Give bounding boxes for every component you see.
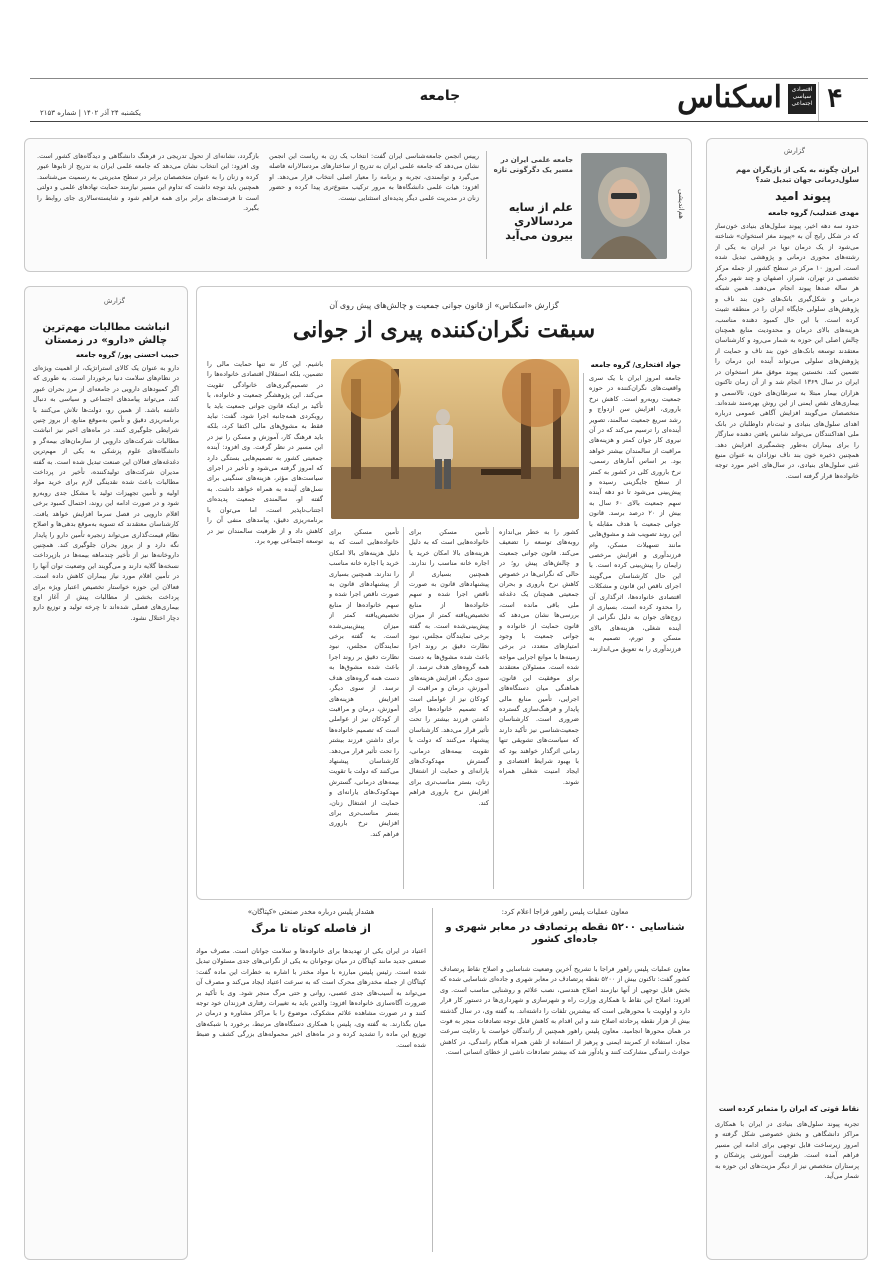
- main-story-col-b: کشور را به خطر بی‌اندازه روبه‌های توسعه را تضعیف می‌کند. قانون جوانی جمعیت و چالش‌های پیش رو؛ در حالی که نگرانی‌ها در خصوص کاهش نرخ باروری و بحران جمعیتی همچنان یک دغدغه ملی باقی مانده است، بررسی‌ها نشان می‌دهد که قانون حمایت از خانواده و جوانی جمعیت با وجود امتیازهای متعدد، در برخی زمینه‌ها با موانع اجرایی مواجه شده است. مسئولان معتقدند برای موفقیت این قانون، هماهنگی میان دستگاه‌های اجرایی، تأمین منابع مالی پایدار و فرهنگ‌سازی گسترده ضروری است. کارشناسان جمعیت‌شناسی نیز تأکید دارند که سیاست‌های تشویقی تنها زمانی اثرگذار خواهند بود که با بهبود شرایط اقتصادی و ایجاد امنیت شغلی همراه شوند.: [499, 528, 579, 786]
- header-bottom-rule: [30, 121, 868, 122]
- bottom-divider: [432, 908, 433, 1252]
- main-story-label: گزارش «اسکناس» از قانون جوانی جمعیت و چالش‌های پیش روی آن: [329, 301, 559, 310]
- section-title: جامعه: [419, 88, 461, 104]
- portrait-photo: [581, 153, 667, 259]
- logo-badge: اقتصادی سیاسی اجتماعی: [788, 84, 816, 114]
- article-kicker: ایران چگونه به یکی از بازیگران مهم سلول‌درمانی جهان تبدیل شد؟: [736, 166, 859, 184]
- left-article-byline: حبیب احسنی پور/ گروه جامعه: [75, 351, 179, 359]
- dateline: یکشنبه ۲۴ آذر ۱۴۰۲ | شماره ۲۱۵۳: [40, 109, 141, 117]
- small-story-kicker: هشدار پلیس درباره مخدر صنعتی «کپتاگان»: [247, 908, 375, 916]
- logo-text: اسکناس: [677, 80, 782, 115]
- col-divider-1: [583, 373, 584, 889]
- main-story-box: [196, 286, 692, 900]
- small-story-title: از فاصله کوتاه تا مرگ: [251, 922, 371, 935]
- main-story-col-c: تأمین مسکن برای خانواده‌هایی است که به دلیل هزینه‌های بالا امکان خرید یا اجاره خانه مناسب را ندارند. همچنین بسیاری از پیشنهادهای قانون به صورت ناقص اجرا شده و سهم خانواده‌ها از منابع تخصیص‌یافته کمتر از میزان پیش‌بینی‌شده است. به گفته برخی نمایندگان مجلس، نبود نظارت دقیق بر روند اجرا باعث شده مشوق‌ها به دست همه گروه‌های هدف نرسد. از سوی دیگر، افزایش هزینه‌های آموزش، درمان و مراقبت از کودکان نیز از عواملی است که تصمیم خانواده‌ها برای داشتن فرزند بیشتر را تحت تأثیر قرار می‌دهد. کارشناسان پیشنهاد می‌کنند که دولت با تقویت بیمه‌های درمانی، گسترش مهدکودک‌های یارانه‌ای و حمایت از اشتغال زنان، بستر مناسب‌تری برای افزایش نرخ باروری فراهم کند.: [409, 528, 489, 807]
- interview-kicker: جامعه علمی ایران در مسیر یک دگرگونی تازه: [493, 156, 573, 174]
- main-story-col-d: باشیم. این کار نه تنها حمایت مالی را تضمین، بلکه استقلال اقتصادی خانواده‌ها را در تصمیم‌گیری‌های خانوادگی تقویت می‌کند. این پژوهشگر جمعیت و خانواده، با تأکید بر اینکه قانون جوانی جمعیت باید با رویکردی همه‌جانبه اجرا شود، گفت: نباید فقط به مشوق‌های مالی اکتفا کرد، بلکه باید فرهنگ کار، آموزش و مسکن را نیز در این مسیر در نظر گرفت. وی افزود: آینده جمعیتی کشور به تصمیم‌هایی بستگی دارد که امروز گرفته می‌شود و تأخیر در اجرای سیاست‌های مؤثر، هزینه‌های سنگینی برای نسل‌های آینده به همراه خواهد داشت. به گفته او، سالمندی جمعیت پدیده‌ای اجتناب‌ناپذیر است، اما می‌توان با برنامه‌ریزی دقیق، پیامدهای منفی آن را کاهش داد و از ظرفیت سالمندان نیز در توسعه اجتماعی بهره برد.: [207, 360, 323, 545]
- main-story-col-d-continued: تأمین مسکن برای خانواده‌هایی است که به دلیل هزینه‌های بالا امکان خرید یا اجاره خانه مناسب را ندارند. همچنین بسیاری از پیشنهادهای قانون به صورت ناقص اجرا شده و سهم خانواده‌ها از منابع تخصیص‌یافته کمتر از میزان پیش‌بینی‌شده است. به گفته برخی نمایندگان مجلس، نبود نظارت دقیق بر روند اجرا باعث شده مشوق‌ها به دست همه گروه‌های هدف نرسد. از سوی دیگر، افزایش هزینه‌های آموزش، درمان و مراقبت از کودکان نیز از عواملی است که تصمیم خانواده‌ها برای داشتن فرزند بیشتر را تحت تأثیر قرار می‌دهد. کارشناسان پیشنهاد می‌کنند که دولت با تقویت بیمه‌های درمانی، گسترش مهدکودک‌های یارانه‌ای و حمایت از اشتغال زنان، بستر مناسب‌تری برای افزایش نرخ باروری فراهم کند.: [329, 528, 399, 838]
- small-story-body: اعتیاد در ایران یکی از تهدیدها برای خانواده‌ها و سلامت جوانان است. مصرف مواد صنعتی جدید مانند کپتاگان در میان نوجوانان به یکی از نگرانی‌های جدی مسئولان تبدیل شده است. رئیس پلیس مبارزه با مواد مخدر با اشاره به خطرات این ماده گفت: کپتاگان از جمله مخدرهای محرک است که به سرعت اعتیاد ایجاد می‌کند و مصرف آن می‌تواند به آسیب‌های جدی عصبی، روانی و حتی مرگ منجر شود. وی با تأکید بر ضرورت آگاه‌سازی خانواده‌ها افزود: والدین باید به تغییرات رفتاری فرزندان خود توجه کنند و در صورت مشاهده علائم مشکوک، موضوع را با مراکز مشاوره و درمان در میان بگذارند. به گفته وی، پلیس با همکاری دستگاه‌های مرتبط، برخورد با شبکه‌های توزیع این ماده را تشدید کرده و در ماه‌های اخیر محموله‌های بزرگی کشف و ضبط شده است.: [196, 947, 426, 1049]
- left-article-body: دارو به عنوان یک کالای استراتژیک، از اهمیت ویژه‌ای در نظام‌های سلامت دنیا برخوردار است. به طوری که اگر کمبودهای دارویی در جامعه‌ای از مرز بحران عبور کند، می‌تواند پیامدهای اجتماعی و سیاسی به دنبال داشته باشد. از همین رو، دولت‌ها تلاش می‌کنند با برنامه‌ریزی دقیق و تأمین به‌موقع منابع، از بروز چنین شرایطی جلوگیری کنند. در ماه‌های اخیر نیز انباشت مطالبات شرکت‌های دارویی از سازمان‌های بیمه‌گر و دانشگاه‌های علوم پزشکی به یکی از مهم‌ترین دغدغه‌های فعالان این صنعت تبدیل شده است. به گفته مدیران شرکت‌های تولیدکننده، تأخیر در پرداخت مطالبات باعث شده نقدینگی لازم برای خرید مواد اولیه و تأمین تجهیزات تولید با مشکل جدی روبه‌رو شود و در صورت ادامه این روند، احتمال کمبود برخی اقلام دارویی در فصل سرما افزایش خواهد یافت. کارشناسان معتقدند که تسویه به‌موقع بدهی‌ها و اصلاح نظام قیمت‌گذاری می‌تواند زنجیره تأمین دارو را پایدار نگه دارد و از بروز بحران جلوگیری کند. همچنین داروخانه‌ها نیز از تأخیر چندماهه بیمه‌ها در بازپرداخت نسخه‌ها گلایه دارند و می‌گویند این وضعیت توان آنها را در تأمین اقلام مورد نیاز بیماران کاهش داده است. فعالان این حوزه خواستار تخصیص اعتبار ویژه برای پرداخت بخشی از مطالبات پیش از آغاز اوج بیماری‌های فصلی شده‌اند تا چرخه تولید و توزیع دارو دچار اختلال نشود.: [33, 364, 179, 622]
- col-divider-3: [403, 527, 404, 889]
- elderly-man-photo: [331, 359, 579, 519]
- interview-body-1: رییس انجمن جامعه‌شناسی ایران گفت: انتخاب یک زن به ریاست این انجمن نشان می‌دهد که جامعه علمی ایران به تدریج از ساختارهای مردسالارانه فاصله می‌گیرد و توانمندی، تجربه و برنامه را معیار اصلی انتخاب قرار می‌دهد. او افزود: هیات علمی دانشگاه‌ها به مرور ترکیب متنوع‌تری پیدا کرده و حضور زنان در مدیریت علمی دیگر پدیده‌ای استثنایی نیست.: [269, 152, 479, 202]
- report-label: گزارش: [783, 147, 805, 155]
- left-report-label: گزارش: [103, 297, 125, 305]
- interview-side-label: هم‌اندیشی: [677, 189, 685, 219]
- interview-body-2: بازگردد، نشانه‌ای از تحول تدریجی در فرهنگ دانشگاهی و دیدگاه‌های کشور است. وی افزود: این انتخاب نشان می‌دهد که جامعه علمی ایران به تدریج از تابوها عبور کرده و زنان را به عنوان متخصصان برابر در سطح مدیریتی به رسمیت می‌شناسد. همچنین باید توجه داشت که تداوم این مسیر نیازمند حمایت نهادهای علمی و دولتی است تا فرصت‌های برابر برای همه فراهم شود و شایسته‌سالاری جای روابط را بگیرد.: [37, 152, 259, 213]
- article-body: حدود سه دهه اخیر، پیوند سلول‌های بنیادی خون‌ساز که در شکل رایج آن به «پیوند مغز استخوان» شناخته می‌شود از یک درمان نوپا در ایران به یکی از رشته‌های محوری درمانی و پژوهشی تبدیل شده است. امروز ۱۰ مرکز در سطح کشور از جمله مرکز تخصصی در تهران، شیراز، اصفهان و چند شهر دیگر هر ساله صدها پیوند انجام می‌دهند. همین شبکه درمانی و شکل‌گیری بانک‌های خون بند ناف و پژوهش‌های سلولی جایگاه ایران را در منطقه تثبیت کرده است. با این حال کمبود دهنده مناسب، هزینه‌های بالای درمان و محدودیت منابع همچنان چالش اصلی این حوزه به شمار می‌رود و کارشناسان معتقدند توسعه بانک‌های خون بند ناف و حمایت از پژوهش‌های سلولی می‌تواند آینده این درمان را تضمین کند. نخستین پیوند موفق مغز استخوان در ایران در سال ۱۳۶۹ انجام شد و از آن زمان تاکنون هزاران بیمار مبتلا به سرطان‌های خون، تالاسمی و بیماری‌های نقص ایمنی از این روش بهره‌مند شده‌اند. متخصصان می‌گویند افزایش آگاهی عمومی درباره اهدای سلول‌های بنیادی و ثبت‌نام داوطلبان در بانک ملی اهداکنندگان می‌تواند شانس یافتن دهنده سازگار را برای بیماران به‌طور چشمگیری افزایش دهد. همچنین ذخیره خون بند ناف نوزادان به عنوان منبع غنی سلول‌های بنیادی، در سال‌های اخیر مورد توجه خانواده‌ها قرار گرفته است.: [715, 222, 859, 480]
- bottom-story-body: معاون عملیات پلیس راهور فراجا با تشریح آخرین وضعیت شناسایی و اصلاح نقاط پرتصادف کشور گفت: تاکنون بیش از ۵۲۰۰ نقطه پرتصادف در معابر شهری و جاده‌ای شناسایی شده که بخش قابل توجهی از آنها نیازمند اصلاح هندسی، نصب علائم و روشنایی مناسب است. وی افزود: اصلاح این نقاط با همکاری وزارت راه و شهرسازی و شهرداری‌ها در دستور کار قرار دارد و اولویت با محورهایی است که بیشترین تلفات را داشته‌اند. به گفته وی، در سال گذشته بیش از هزار نقطه پرحادثه اصلاح شد و این اقدام به کاهش قابل توجه تصادفات منجر به فوت در همان محورها انجامید. معاون پلیس راهور همچنین از رانندگان خواست با رعایت سرعت مجاز، استفاده از کمربند ایمنی و پرهیز از استفاده از تلفن همراه هنگام رانندگی، در کاهش حوادث رانندگی مشارکت کنند و یادآور شد که بیشتر تصادفات ناشی از خطای انسانی است.: [440, 965, 690, 1057]
- bottom-story-kicker: معاون عملیات پلیس راهور فراجا اعلام کرد:: [501, 908, 629, 916]
- left-article-title: انباشت مطالبات مهم‌ترین چالش «دارو» در زمستان: [42, 322, 170, 346]
- main-story-title: سبقت نگران‌کننده پیری از جوانی: [292, 317, 596, 343]
- article-subhead: نقاط قوتی که ایران را متمایز کرده است: [718, 1105, 859, 1113]
- article-byline: مهدی عندلیب/ گروه جامعه: [768, 209, 859, 217]
- header-top-rule: [30, 78, 868, 79]
- bottom-story-title: شناسایی ۵۲۰۰ نقطه پرتصادف در معابر شهری و جاده‌ای کشور: [445, 922, 685, 945]
- left-column-box: [24, 286, 188, 1260]
- article-title: پیوند امید: [775, 189, 831, 203]
- interview-box: [24, 138, 692, 272]
- col-divider-2: [493, 527, 494, 889]
- main-story-col-a: جامعه امروز ایران با یک سری واقعیت‌های نگران‌کننده در حوزه جمعیت روبه‌رو است. کاهش نرخ باروری، افزایش سن ازدواج و رشد سریع جمعیت سالمند، تصویر آینده‌ای را ترسیم می‌کند که در آن نیروی کار جوان کمتر و هزینه‌های مراقبت از سالمندان بیشتر خواهد بود. بر اساس آمارهای رسمی، نرخ باروری کلی در کشور به کمتر از سطح جایگزینی رسیده و پیش‌بینی می‌شود تا دو دهه آینده سهم جمعیت بالای ۶۰ سال به بیش از ۲۰ درصد برسد. قانون جوانی جمعیت با هدف مقابله با این روند تصویب شد و مشوق‌هایی مانند تسهیلات مسکن، وام فرزندآوری و افزایش مرخصی زایمان را پیش‌بینی کرده است. با این حال کارشناسان می‌گویند اجرای ناقص این قانون و مشکلات اقتصادی خانواده‌ها، اثرگذاری آن را محدود کرده است. بسیاری از زوج‌های جوان به دلیل نگرانی از آینده شغلی، هزینه‌های بالای مسکن و تورم، تصمیم به فرزندآوری را به تعویق می‌اندازند.: [589, 374, 681, 653]
- article-body-continued: تجربه پیوند سلول‌های بنیادی در ایران با همکاری مراکز دانشگاهی و بخش خصوصی شکل گرفته و امروز زیرساخت قابل توجهی برای ادامه این مسیر فراهم آمده است. ظرفیت آموزشی پزشکان و پرستاران متخصص نیز از دیگر مزیت‌های این حوزه به شمار می‌آید.: [715, 1120, 859, 1181]
- interview-divider: [486, 151, 487, 259]
- main-story-byline: جواد افتخاری/ گروه جامعه: [590, 361, 681, 369]
- interview-title: علم از سایه مردسالاری بیرون می‌آید: [505, 201, 573, 242]
- masthead-logo[interactable]: [677, 80, 820, 120]
- right-column-box: [706, 138, 868, 1260]
- page-number: ۴: [827, 84, 843, 114]
